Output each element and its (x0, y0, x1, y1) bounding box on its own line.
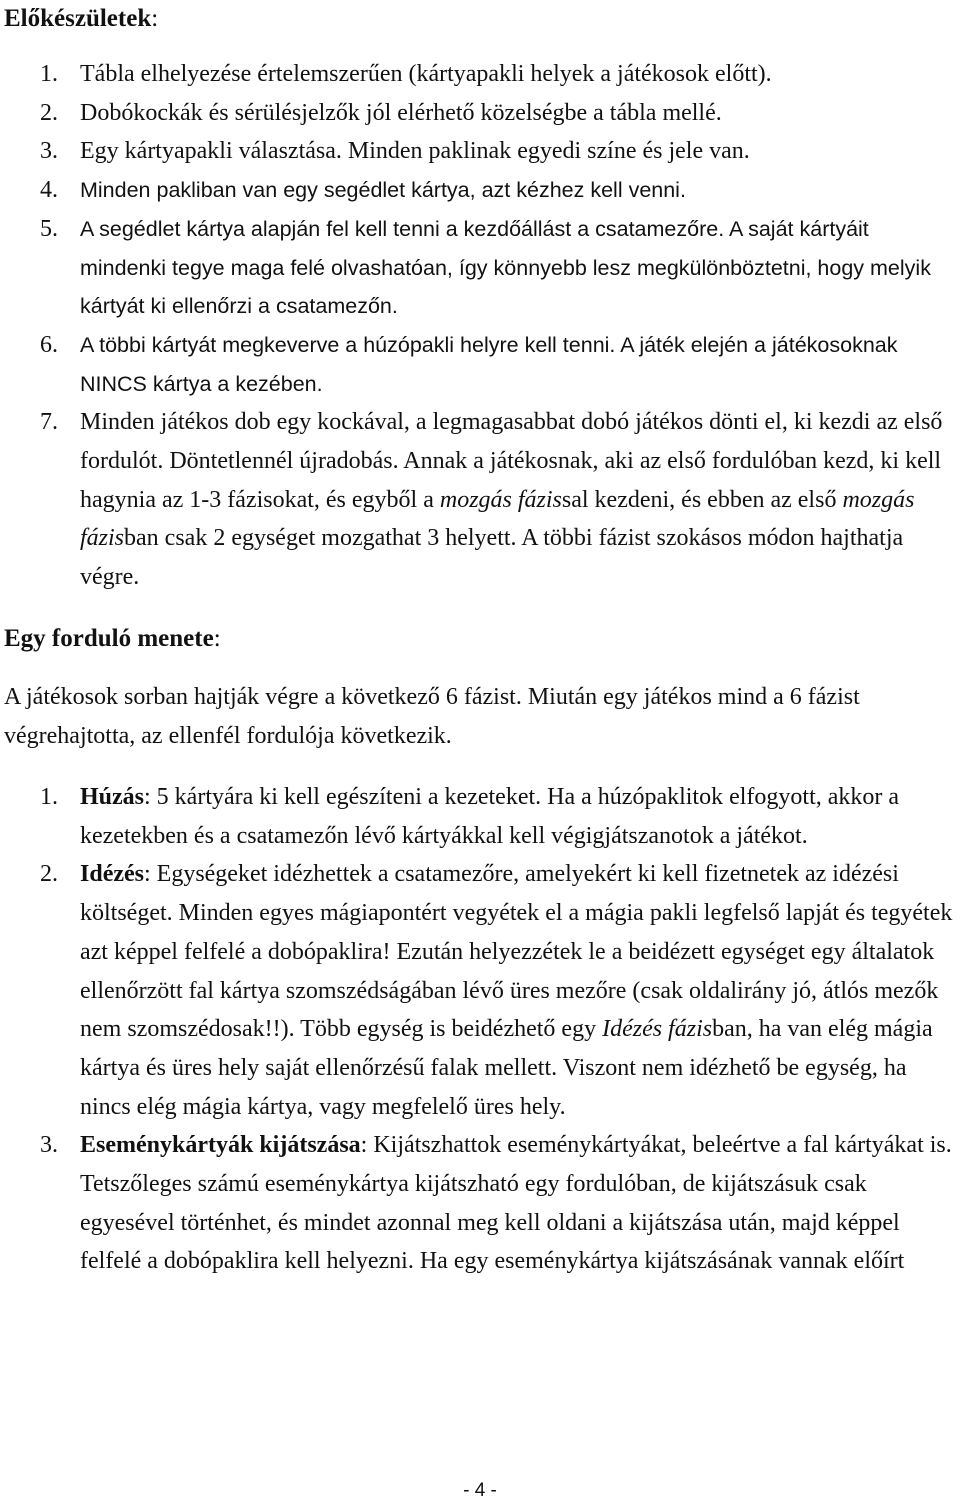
list-item: 3. Egy kártyapakli választása. Minden paklinak egyedi színe és jele van. (40, 138, 750, 165)
list-item: 5. A segédlet kártya alapján fel kell tenni a kezdőállást a csatamezőre. A saját kártyáit mindenki tegye maga felé olvashatóan, így könnyebb lesz megkülönböztetni, hogy melyik kártyát ki ellenőrzi a csatamezőn. (40, 215, 931, 319)
list-item: 7. Minden játékos dob egy kockával, a legmagasabbat dobó játékos dönti el, ki kezdi az első fordulót. Döntetlennél újradobás. Annak a játékosnak, aki az első fordulóban kezd, ki kell hagynia az 1-3 fázisokat, és egyből a mozgás fázissal kezdeni, és ebben az első mozgás fázisban csak 2 egységet mozgathat 3 helyett. A többi fázist szokásos módon hajthatja végre. (40, 409, 943, 591)
prep-list (0, 55, 956, 597)
phase-name: Idézés (80, 861, 144, 888)
list-item: 2. Dobókockák és sérülésjelzők jól elérhető közelségbe a tábla mellé. (40, 99, 722, 126)
prep-heading-text: Előkészületek (4, 5, 152, 32)
turn-heading: Egy forduló menete: (4, 625, 221, 652)
phase-name: Húzás (80, 784, 145, 810)
list-item: 1. Tábla elhelyezése értelemszerűen (kártyapakli helyek a játékosok előtt). (40, 61, 772, 87)
list-item: 2. Idézés: Egységeket idézhettek a csatamezőre, amelyekért ki kell fizetnetek az idézési költséget. Minden egyes mágiapontért vegyétek el a mágia pakli legfelső lapját és tegyétek azt képpel felfelé a dobópaklira! Ezután helyezzétek le a beidézett egységet egy általatok ellenőrzött fal kártya szomszédságában lévő üres mezőre (csak oldalirány jó, átlós mezők nem szomszédosak!!). Több egység is beidézhető egy Idézés fázisban, ha van elég mágia kártya és üres hely saját ellenőrzésű falak mellett. Viszont nem idézhető be egység, ha nincs elég mágia kártya, vagy megfelelő üres hely. (40, 861, 953, 1120)
phase-name: Eseménykártyák kijátszása (80, 1132, 361, 1159)
list-item: 6. A többi kártyát megkeverve a húzópakli helyre kell tenni. A játék elején a játékosoknak NINCS kártya a kezében. (40, 331, 898, 396)
prep-heading: Előkészületek: (4, 5, 159, 32)
list-item: 4. Minden pakliban van egy segédlet kártya, azt kézhez kell venni. (40, 177, 686, 204)
turn-intro: A játékosok sorban hajtják végre a következő 6 fázist. Miután egy játékos mind a 6 fázist végrehajtotta, az ellenfél fordulója következik. (4, 684, 860, 749)
turn-heading-text: Egy forduló menete (4, 625, 214, 652)
page-number: - 4 - (463, 1480, 497, 1501)
emphasis: mozgás fázis (80, 486, 915, 552)
emphasis: mozgás fázis (439, 486, 562, 513)
list-item: 3. Eseménykártyák kijátszása: Kijátszhattok eseménykártyákat, beleértve a fal kártyákat is. Tetszőleges számú eseménykártya kijátszható egy fordulóban, de kijátszásuk csak egyesével történhet, és mindet azonnal meg kell oldani a kijátszása után, majd képpel felfelé a dobópaklira kell helyezni. Ha egy eseménykártya kijátszásának vannak előírt (40, 1132, 952, 1275)
emphasis: Idézés fázis (602, 1016, 713, 1043)
list-item: 1. Húzás: 5 kártyára ki kell egészíteni a kezeteket. Ha a húzópaklitok elfogyott, akkor a kezetekben és a csatamezőn lévő kártyákkal kell végigjátszanotok a játékot. (40, 784, 900, 849)
phase-list (0, 778, 956, 1281)
